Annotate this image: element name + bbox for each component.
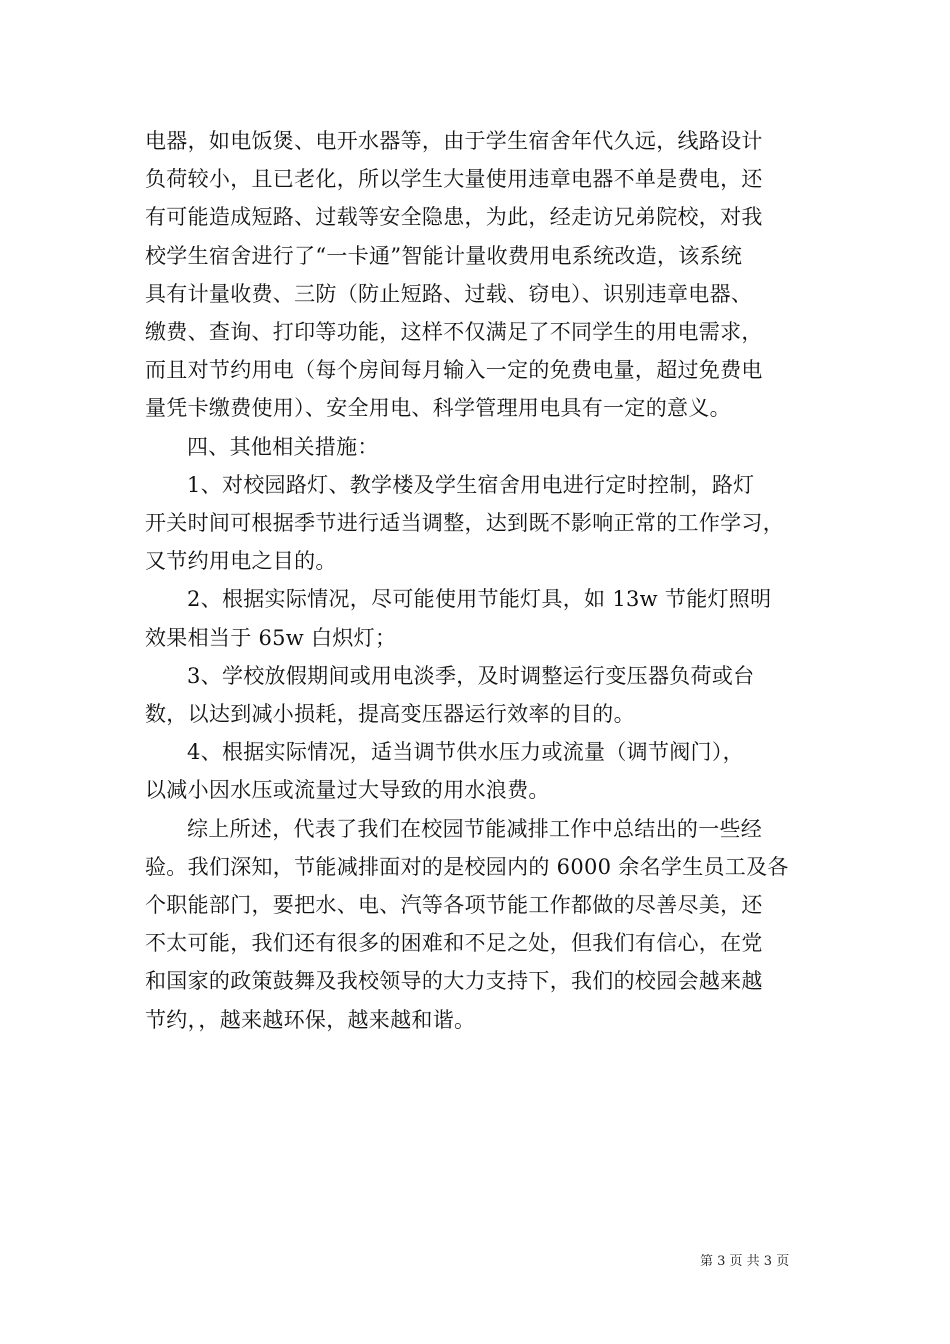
text-line: 4、根据实际情况，适当调节供水压力或流量（调节阀门），: [187, 740, 744, 765]
measure-item-4: [145, 733, 805, 809]
text-line: 具有计量收费、三防（防止短路、过载、窃电）、识别违章电器、: [145, 281, 753, 306]
text-line: 电器，如电饭煲、电开水器等，由于学生宿舍年代久远，线路设计: [145, 129, 763, 153]
text-line: 又节约用电之目的。: [145, 549, 337, 574]
text-line: 综上所述，代表了我们在校园节能减排工作中总结出的一些经: [187, 816, 763, 841]
text-line: 验。我们深知，节能减排面对的是校园内的 6000 余名学生员工及各: [145, 854, 789, 879]
text-line: 开关时间可根据季节进行适当调整，达到既不影响正常的工作学习，: [145, 511, 784, 536]
paragraph-conclusion: [145, 810, 805, 1039]
text-line: 数，以达到减小损耗，提高变压器运行效率的目的。: [145, 702, 635, 727]
text-line: 不太可能，我们还有很多的困难和不足之处，但我们有信心，在党: [145, 931, 763, 956]
text-line: 个职能部门，要把水、电、汽等各项节能工作都做的尽善尽美，还: [145, 893, 763, 918]
text-line: 2、根据实际情况，尽可能使用节能灯具，如 13w 节能灯照明: [187, 587, 772, 612]
text-line: 效果相当于 65w 白炽灯；: [145, 625, 397, 650]
page-number-footer: 第 3 页 共 3 页: [700, 1254, 790, 1269]
text-line: 节约，，越来越环保，越来越和谐。: [145, 1007, 476, 1032]
section-heading-other-measures: [145, 428, 805, 466]
paragraph-electricity-system: [145, 122, 805, 428]
text-line: 量凭卡缴费使用）、安全用电、科学管理用电具有一定的意义。: [145, 396, 731, 421]
text-line: 和国家的政策鼓舞及我校领导的大力支持下，我们的校园会越来越: [145, 969, 763, 994]
text-line: 1、对校园路灯、教学楼及学生宿舍用电进行定时控制，路灯: [187, 472, 755, 497]
document-body: [145, 122, 805, 1039]
text-line: 缴费、查询、打印等功能，这样不仅满足了不同学生的用电需求，: [145, 320, 763, 345]
text-line: 负荷较小，且已老化，所以学生大量使用违章电器不单是费电，还: [145, 167, 763, 192]
measure-item-3: [145, 657, 805, 733]
text-line: 有可能造成短路、过载等安全隐患，为此，经走访兄弟院校，对我: [145, 205, 763, 230]
text-line: 四、其他相关措施：: [187, 434, 379, 459]
text-line: 而且对节约用电（每个房间每月输入一定的免费电量，超过免费电: [145, 358, 763, 383]
text-line: 3、学校放假期间或用电淡季，及时调整运行变压器负荷或台: [187, 663, 755, 688]
measure-item-2: [145, 580, 805, 656]
text-line: 校学生宿舍进行了“一卡通”智能计量收费用电系统改造，该系统: [145, 243, 743, 268]
measure-item-1: [145, 466, 805, 581]
text-line: 以减小因水压或流量过大导致的用水浪费。: [145, 778, 550, 803]
